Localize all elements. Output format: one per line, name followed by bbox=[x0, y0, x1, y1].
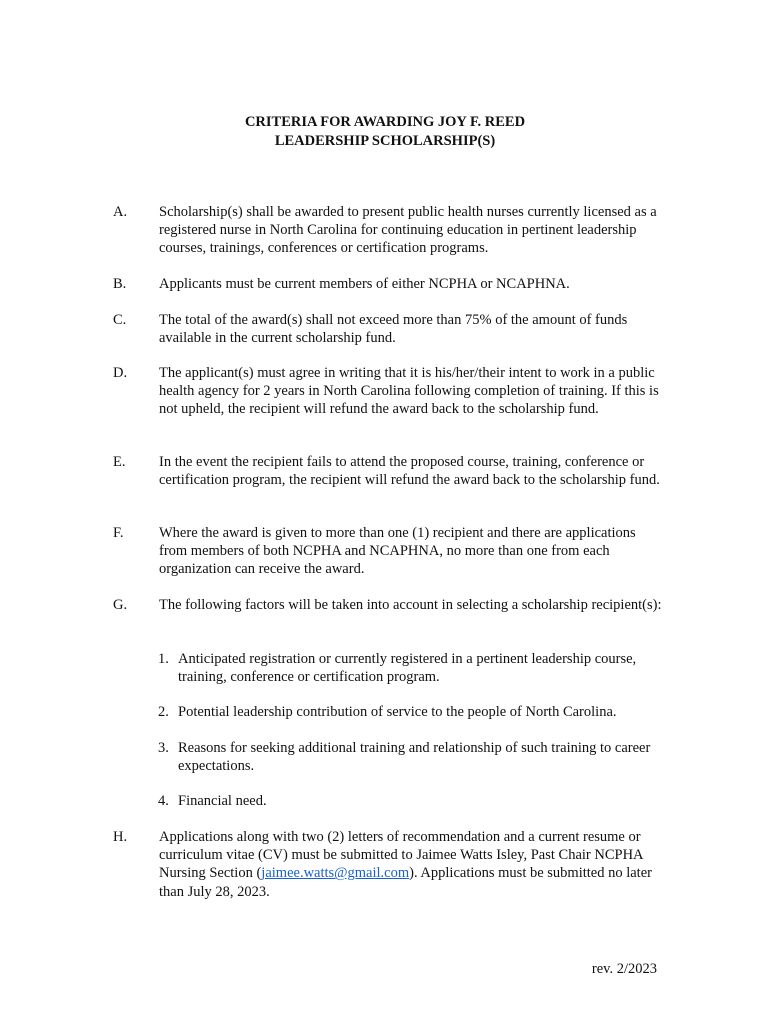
criterion-text: The total of the award(s) shall not exceed more than 75% of the amount of funds available in the current scholarship fund. bbox=[159, 312, 628, 347]
criterion-letter: H. bbox=[113, 829, 128, 845]
criterion-h-text-after: ). Applications must be submitted no later than July 28, 2023. bbox=[159, 865, 652, 900]
criterion-e bbox=[113, 453, 673, 489]
criterion-a bbox=[113, 203, 673, 258]
factor-text: Anticipated registration or currently registered in a pertinent leadership course, training, conference or certification program. bbox=[178, 651, 637, 686]
factor-number: 2. bbox=[158, 704, 169, 720]
criterion-letter: G. bbox=[113, 597, 128, 613]
criterion-h bbox=[113, 828, 673, 901]
document-title bbox=[0, 113, 770, 151]
email-link[interactable]: jaimee.watts@gmail.com bbox=[261, 865, 410, 882]
criterion-letter: B. bbox=[113, 276, 127, 292]
title-line-2: LEADERSHIP SCHOLARSHIP(S) bbox=[274, 133, 496, 149]
title-line-1: CRITERIA FOR AWARDING JOY F. REED bbox=[244, 114, 526, 130]
criterion-h-text-before: Applications along with two (2) letters of recommendation and a current resume or curriculum vitae (CV) must be submitted to Jaimee Watts Isley, Past Chair NCPHA Nursing Section ( bbox=[159, 829, 643, 882]
factor-text: Reasons for seeking additional training and relationship of such training to career expectations. bbox=[178, 740, 651, 775]
factor-text: Financial need. bbox=[178, 793, 267, 809]
criterion-text bbox=[159, 828, 664, 901]
criterion-letter: E. bbox=[113, 454, 126, 470]
factor-1 bbox=[158, 650, 668, 686]
criterion-text: Applicants must be current members of either NCPHA or NCAPHNA. bbox=[159, 276, 570, 292]
criterion-b bbox=[113, 275, 673, 293]
factor-text: Potential leadership contribution of service to the people of North Carolina. bbox=[178, 704, 617, 720]
criterion-g bbox=[113, 596, 673, 614]
criterion-letter: C. bbox=[113, 312, 127, 328]
criterion-f bbox=[113, 524, 673, 579]
criterion-letter: D. bbox=[113, 365, 128, 381]
factor-2 bbox=[158, 703, 668, 721]
factor-number: 3. bbox=[158, 740, 169, 756]
criterion-c bbox=[113, 311, 673, 347]
revision-label: rev. 2/2023 bbox=[591, 961, 657, 977]
criterion-text: The following factors will be taken into account in selecting a scholarship recipient(s): bbox=[159, 597, 662, 613]
factor-3 bbox=[158, 739, 668, 775]
criterion-text: In the event the recipient fails to attend the proposed course, training, conference or certification program, the recipient will refund the award back to the scholarship fund. bbox=[159, 454, 660, 489]
criterion-text: Scholarship(s) shall be awarded to present public health nurses currently licensed as a registered nurse in North Carolina for continuing education in pertinent leadership courses, trainings, conferences or certification programs. bbox=[159, 204, 657, 257]
criterion-d bbox=[113, 364, 673, 419]
criterion-text: Where the award is given to more than one (1) recipient and there are applications from members of both NCPHA and NCAPHNA, no more than one from each organization can receive the award. bbox=[159, 525, 636, 578]
factor-number: 1. bbox=[158, 651, 169, 667]
criterion-text: The applicant(s) must agree in writing that it is his/her/their intent to work in a public health agency for 2 years in North Carolina following completion of training. If this is not upheld, the recipient will refund the award back to the scholarship fund. bbox=[159, 365, 659, 418]
criterion-letter: A. bbox=[113, 204, 128, 220]
criterion-letter: F. bbox=[113, 525, 124, 541]
factor-number: 4. bbox=[158, 793, 169, 809]
factor-4 bbox=[158, 792, 668, 810]
